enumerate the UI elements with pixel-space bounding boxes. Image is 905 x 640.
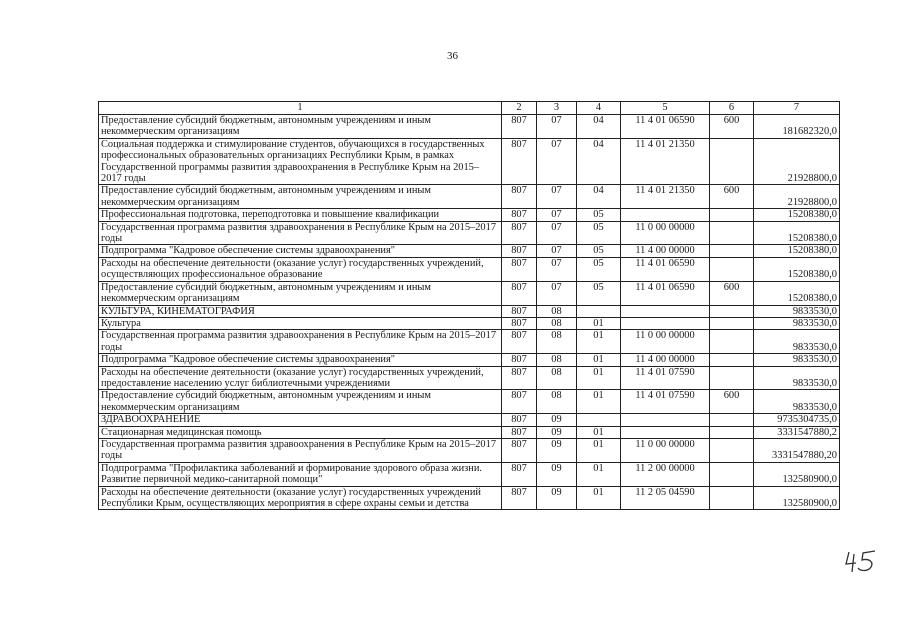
row-code-c4: 01 [577,317,621,329]
row-code-c6 [710,354,754,366]
page-number: 36 [447,50,458,62]
header-row [99,102,840,115]
row-code-c2: 807 [502,221,537,245]
row-amount: 15208380,0 [754,221,840,245]
row-code-c3: 07 [537,209,577,221]
row-code-c4: 01 [577,366,621,390]
table-body [99,115,840,510]
table-row [99,414,840,426]
header-col-6: 6 [710,102,754,115]
row-code-c6: 600 [710,390,754,414]
handwritten-page-mark [843,548,883,574]
row-code-c2: 807 [502,462,537,486]
table-row [99,486,840,510]
row-code-c5: 11 4 00 00000 [621,354,710,366]
table-row [99,390,840,414]
row-code-c5 [621,209,710,221]
row-code-c5: 11 4 00 00000 [621,245,710,257]
row-description: ЗДРАВООХРАНЕНИЕ [99,414,502,426]
row-code-c3: 07 [537,281,577,305]
row-code-c4: 04 [577,185,621,209]
row-code-c3: 09 [537,414,577,426]
row-code-c6 [710,462,754,486]
row-code-c5: 11 0 00 00000 [621,221,710,245]
row-code-c5: 11 2 00 00000 [621,462,710,486]
row-code-c6: 600 [710,281,754,305]
row-code-c2: 807 [502,354,537,366]
table-row [99,257,840,281]
row-code-c2: 807 [502,138,537,185]
row-code-c6 [710,245,754,257]
row-code-c4: 05 [577,209,621,221]
row-code-c5: 11 2 05 04590 [621,486,710,510]
row-description: Подпрограмма "Кадровое обеспечение системы здравоохранения" [99,245,502,257]
row-code-c4: 05 [577,245,621,257]
row-amount: 9833530,0 [754,317,840,329]
row-code-c5: 11 4 01 06590 [621,257,710,281]
row-code-c5: 11 4 01 06590 [621,281,710,305]
row-amount: 3331547880,20 [754,438,840,462]
row-amount: 9735304735,0 [754,414,840,426]
row-code-c2: 807 [502,390,537,414]
row-code-c6 [710,221,754,245]
row-description: Подпрограмма "Профилактика заболеваний и формирование здорового образа жизни. Развитие первичной медико-санитарной помощи" [99,462,502,486]
row-code-c3: 07 [537,185,577,209]
row-description: Расходы на обеспечение деятельности (оказание услуг) государственных учреждений, осуществляющих профессиональное образование [99,257,502,281]
table-row [99,330,840,354]
row-code-c5: 11 4 01 06590 [621,115,710,139]
row-code-c3: 08 [537,390,577,414]
row-amount: 21928800,0 [754,185,840,209]
row-code-c3: 07 [537,257,577,281]
row-amount: 181682320,0 [754,115,840,139]
row-amount: 15208380,0 [754,245,840,257]
row-description: Расходы на обеспечение деятельности (оказание услуг) государственных учреждений, предоставление населению услуг библиотечными учреждениями [99,366,502,390]
row-code-c5 [621,305,710,317]
row-code-c3: 07 [537,138,577,185]
table-row [99,281,840,305]
row-amount: 21928800,0 [754,138,840,185]
header-col-2: 2 [502,102,537,115]
table-row [99,221,840,245]
row-amount: 15208380,0 [754,281,840,305]
row-code-c2: 807 [502,209,537,221]
table-row [99,317,840,329]
row-code-c5: 11 4 01 07590 [621,390,710,414]
row-amount: 9833530,0 [754,305,840,317]
row-amount: 132580900,0 [754,486,840,510]
table-row [99,115,840,139]
table-row [99,138,840,185]
budget-table [98,101,840,510]
row-code-c6 [710,438,754,462]
table-row [99,209,840,221]
row-code-c4: 05 [577,281,621,305]
row-amount: 15208380,0 [754,209,840,221]
row-description: Социальная поддержка и стимулирование студентов, обучающихся в государственных профессиональных образовательных организациях Республики Крым, в рамках Государственной программы развития здравоохранения в Республике Крым на 2015–2017 годы [99,138,502,185]
row-code-c4: 04 [577,115,621,139]
row-code-c3: 09 [537,486,577,510]
row-code-c3: 08 [537,366,577,390]
table-row [99,366,840,390]
row-code-c2: 807 [502,115,537,139]
header-col-4: 4 [577,102,621,115]
row-code-c6 [710,317,754,329]
row-code-c4: 01 [577,486,621,510]
row-code-c2: 807 [502,438,537,462]
row-amount: 9833530,0 [754,390,840,414]
table-row [99,305,840,317]
row-code-c2: 807 [502,426,537,438]
row-code-c5: 11 0 00 00000 [621,330,710,354]
row-code-c2: 807 [502,305,537,317]
row-code-c5 [621,317,710,329]
row-amount: 3331547880,2 [754,426,840,438]
row-description: Предоставление субсидий бюджетным, автономным учреждениям и иным некоммерческим организациям [99,281,502,305]
row-code-c3: 07 [537,221,577,245]
row-code-c2: 807 [502,257,537,281]
row-code-c5 [621,414,710,426]
table-header [99,102,840,115]
row-code-c5 [621,426,710,438]
row-code-c3: 09 [537,426,577,438]
row-code-c4: 01 [577,462,621,486]
row-code-c6 [710,257,754,281]
row-code-c4 [577,414,621,426]
row-description: Профессиональная подготовка, переподготовка и повышение квалификации [99,209,502,221]
row-code-c4 [577,305,621,317]
row-description: Подпрограмма "Кадровое обеспечение системы здравоохранения" [99,354,502,366]
row-code-c6 [710,138,754,185]
row-code-c6 [710,414,754,426]
row-code-c2: 807 [502,245,537,257]
row-description: Государственная программа развития здравоохранения в Республике Крым на 2015–2017 годы [99,330,502,354]
row-amount: 9833530,0 [754,330,840,354]
header-col-3: 3 [537,102,577,115]
row-code-c3: 08 [537,317,577,329]
row-code-c6 [710,209,754,221]
row-amount: 132580900,0 [754,462,840,486]
row-code-c6 [710,305,754,317]
row-code-c3: 07 [537,115,577,139]
header-col-1: 1 [99,102,502,115]
row-code-c6 [710,366,754,390]
row-code-c2: 807 [502,330,537,354]
row-code-c4: 01 [577,390,621,414]
row-code-c2: 807 [502,317,537,329]
row-description: Предоставление субсидий бюджетным, автономным учреждениям и иным некоммерческим организациям [99,185,502,209]
row-code-c3: 09 [537,462,577,486]
row-code-c6 [710,426,754,438]
header-col-7: 7 [754,102,840,115]
row-description: Стационарная медицинская помощь [99,426,502,438]
table-row [99,245,840,257]
row-description: Расходы на обеспечение деятельности (оказание услуг) государственных учреждений Республики Крым, осуществляющих мероприятия в сфере охраны семьи и детства [99,486,502,510]
row-code-c6: 600 [710,185,754,209]
row-description: Предоставление субсидий бюджетным, автономным учреждениям и иным некоммерческим организациям [99,390,502,414]
row-code-c4: 05 [577,221,621,245]
row-code-c5: 11 4 01 07590 [621,366,710,390]
row-code-c4: 04 [577,138,621,185]
row-code-c6 [710,486,754,510]
row-code-c4: 01 [577,354,621,366]
header-col-5: 5 [621,102,710,115]
table-row [99,438,840,462]
row-code-c2: 807 [502,185,537,209]
row-amount: 15208380,0 [754,257,840,281]
row-code-c3: 08 [537,330,577,354]
row-code-c4: 01 [577,438,621,462]
row-description: Государственная программа развития здравоохранения в Республике Крым на 2015–2017 годы [99,438,502,462]
row-code-c2: 807 [502,366,537,390]
row-code-c4: 01 [577,330,621,354]
row-code-c4: 05 [577,257,621,281]
row-description: Культура [99,317,502,329]
row-code-c2: 807 [502,486,537,510]
row-code-c3: 08 [537,305,577,317]
row-code-c5: 11 4 01 21350 [621,185,710,209]
table-row [99,426,840,438]
row-amount: 9833530,0 [754,366,840,390]
row-code-c3: 09 [537,438,577,462]
table-row [99,185,840,209]
row-description: КУЛЬТУРА, КИНЕМАТОГРАФИЯ [99,305,502,317]
row-code-c3: 07 [537,245,577,257]
table-row [99,462,840,486]
row-description: Предоставление субсидий бюджетным, автономным учреждениям и иным некоммерческим организациям [99,115,502,139]
row-code-c5: 11 4 01 21350 [621,138,710,185]
row-code-c2: 807 [502,281,537,305]
table-row [99,354,840,366]
row-code-c4: 01 [577,426,621,438]
row-code-c2: 807 [502,414,537,426]
row-code-c6 [710,330,754,354]
row-code-c5: 11 0 00 00000 [621,438,710,462]
row-amount: 9833530,0 [754,354,840,366]
row-description: Государственная программа развития здравоохранения в Республике Крым на 2015–2017 годы [99,221,502,245]
row-code-c6: 600 [710,115,754,139]
row-code-c3: 08 [537,354,577,366]
